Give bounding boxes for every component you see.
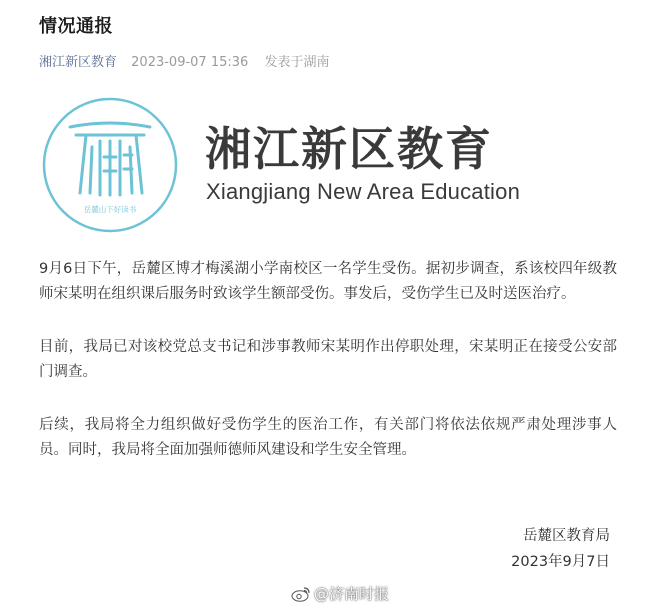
body-paragraph: 后续，我局将全力组织做好受伤学生的医治工作，有关部门将依法依规严肃处理涉事人员。同时，我局将全面加强师德师风建设和学生安全管理。 [39,417,617,458]
signature-date: 2023年9月7日 [511,554,610,570]
signature-block [511,523,610,575]
article-meta [39,51,329,70]
watermark-text: @济南时报 [314,585,390,603]
body-paragraph: 9月6日下午，岳麓区博才梅溪湖小学南校区一名学生受伤。据初步调查，系该校四年级教师宋某明在组织课后服务时致该学生额部受伤。事发后，受伤学生已及时送医治疗。 [39,261,617,302]
body-paragraph: 目前，我局已对该校党总支书记和涉事教师宋某明作出停职处理，宋某明正在接受公安部门调查。 [39,339,617,380]
article-body [39,257,617,491]
signature-org: 岳麓区教育局 [523,528,610,544]
weibo-watermark [291,583,389,604]
account-name-link[interactable]: 湘江新区教育 [39,55,118,70]
publish-time: 2023-09-07 15:36 [131,55,249,70]
logo-emblem-icon [40,95,180,235]
logo-banner [40,95,600,255]
logo-name-en: Xiangjiang New Area Education [206,179,521,204]
weibo-icon [291,586,311,602]
article-title: 情况通报 [39,16,113,37]
logo-name-cn: 湘江新区教育 [205,122,493,176]
logo-tagline: 岳麓山下好读书 [83,205,137,214]
publish-location: 发表于湖南 [264,55,330,70]
